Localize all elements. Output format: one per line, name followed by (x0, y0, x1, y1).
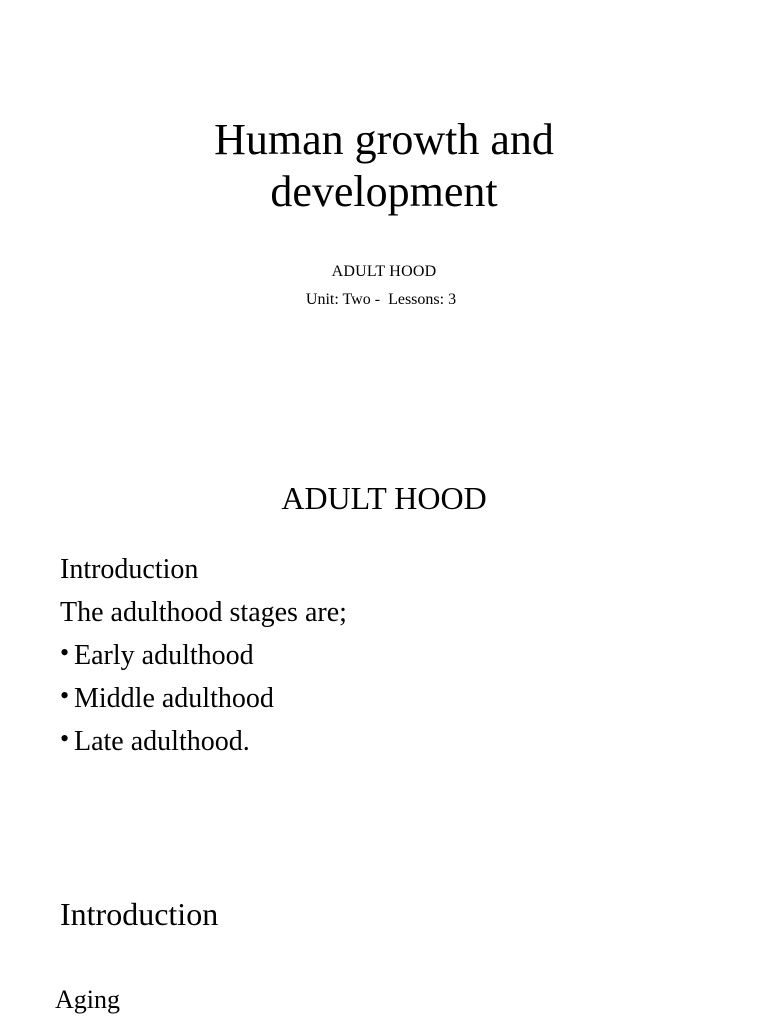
list-item-label: Late adulthood. (74, 726, 250, 757)
bullet-icon: • (60, 681, 70, 710)
list-item (60, 634, 700, 677)
slide-heading: ADULT HOOD (281, 480, 487, 516)
intro-text: Introduction (60, 554, 199, 585)
list-item (60, 720, 700, 763)
slide-body (60, 548, 700, 763)
slide-subtitle-unit: Unit: Two - Lessons: 3 (305, 291, 457, 308)
slide-introduction (0, 880, 768, 1024)
slide-title-heading (0, 114, 768, 218)
list-item (60, 677, 700, 720)
lead-text: The adulthood stages are; (60, 597, 347, 628)
bullet-icon: • (60, 724, 70, 753)
slide-adulthood-stages (0, 460, 768, 790)
title-line-2: development (270, 167, 498, 216)
list-item-label: Middle adulthood (74, 683, 274, 714)
slide-subtitle-topic: ADULT HOOD (331, 263, 437, 280)
list-item-label: Early adulthood (74, 640, 254, 671)
slide-heading: Introduction (60, 896, 219, 932)
slide-subheading: Aging (55, 985, 120, 1014)
title-line-1: Human growth and (214, 115, 554, 164)
bullet-icon: • (60, 638, 70, 667)
slide-title (0, 0, 768, 400)
